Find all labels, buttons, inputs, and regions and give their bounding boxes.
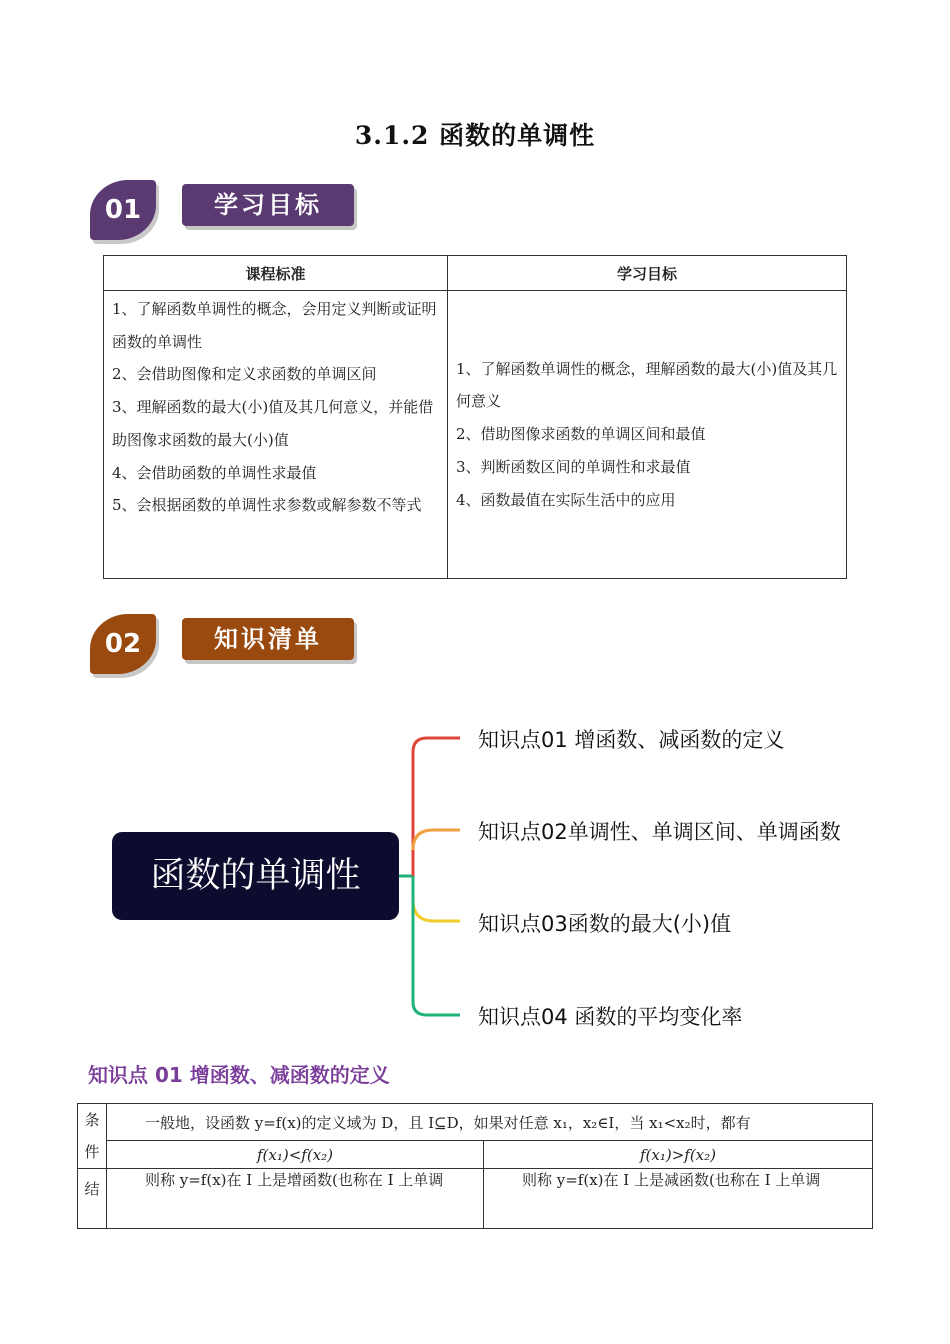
connector-branch-2 [413,830,460,850]
standard-item: 3、理解函数的最大(小)值及其几何意义，并能借助图像求函数的最大(小)值 [112,398,434,449]
standard-item: 4、会借助函数的单调性求最值 [112,463,317,482]
standard-item: 2、会借助图像和定义求函数的单调区间 [112,365,377,384]
side-label-conclusion: 结 [78,1169,107,1229]
standard-item: 5、会根据函数的单调性求参数或解参数不等式 [112,496,422,515]
conclusion-increasing: 则称 y=f(x)在 I 上是增函数(也称在 I 上单调 [107,1169,484,1229]
condition-text: 一般地，设函数 y=f(x)的定义域为 D，且 I⊆D，如果对任意 x₁，x₂∈I，当 x₁<x₂时，都有 [107,1104,873,1141]
objective-item: 2、借助图像求函数的单调区间和最值 [456,425,706,444]
side-label-condition [78,1104,107,1169]
mindmap-branch-3: 知识点03函数的最大(小)值 [478,912,732,936]
page-title: 3.1.2 函数的单调性 [354,121,596,150]
goals-header-standards: 课程标准 [104,256,448,291]
objective-item: 3、判断函数区间的单调性和求最值 [456,457,691,476]
badge-label: 知识清单 [182,618,354,660]
conclusion-decreasing: 则称 y=f(x)在 I 上是减函数(也称在 I 上单调 [484,1169,873,1229]
mindmap-branch-2: 知识点02单调性、单调区间、单调函数 [478,820,841,844]
standard-item: 1、了解函数单调性的概念，会用定义判断或证明函数的单调性 [112,300,437,351]
connector-branch-4 [413,876,460,1015]
objective-item: 1、了解函数单调性的概念，理解函数的最大(小)值及其几何意义 [456,359,838,411]
mindmap-branch-1: 知识点01 增函数、减函数的定义 [478,728,785,752]
mindmap-center-node: 函数的单调性 [112,832,399,920]
condition-decreasing: f(x₁)>f(x₂) [484,1141,873,1169]
side-label-text: 条件 [84,1111,100,1161]
condition-increasing: f(x₁)<f(x₂) [107,1141,484,1169]
badge-number: 02 [104,629,142,659]
connector-branch-3 [413,900,460,921]
badge-number: 01 [104,195,142,225]
definition-table [77,1103,873,1229]
knowledge-point-heading: 知识点 01 增函数、减函数的定义 [88,1063,390,1087]
badge-label: 学习目标 [182,184,354,226]
connector-branch-1 [413,738,460,876]
goals-header-objectives: 学习目标 [448,256,847,291]
mindmap-branch-4: 知识点04 函数的平均变化率 [478,1005,743,1029]
objective-item: 4、函数最值在实际生活中的应用 [456,490,676,509]
